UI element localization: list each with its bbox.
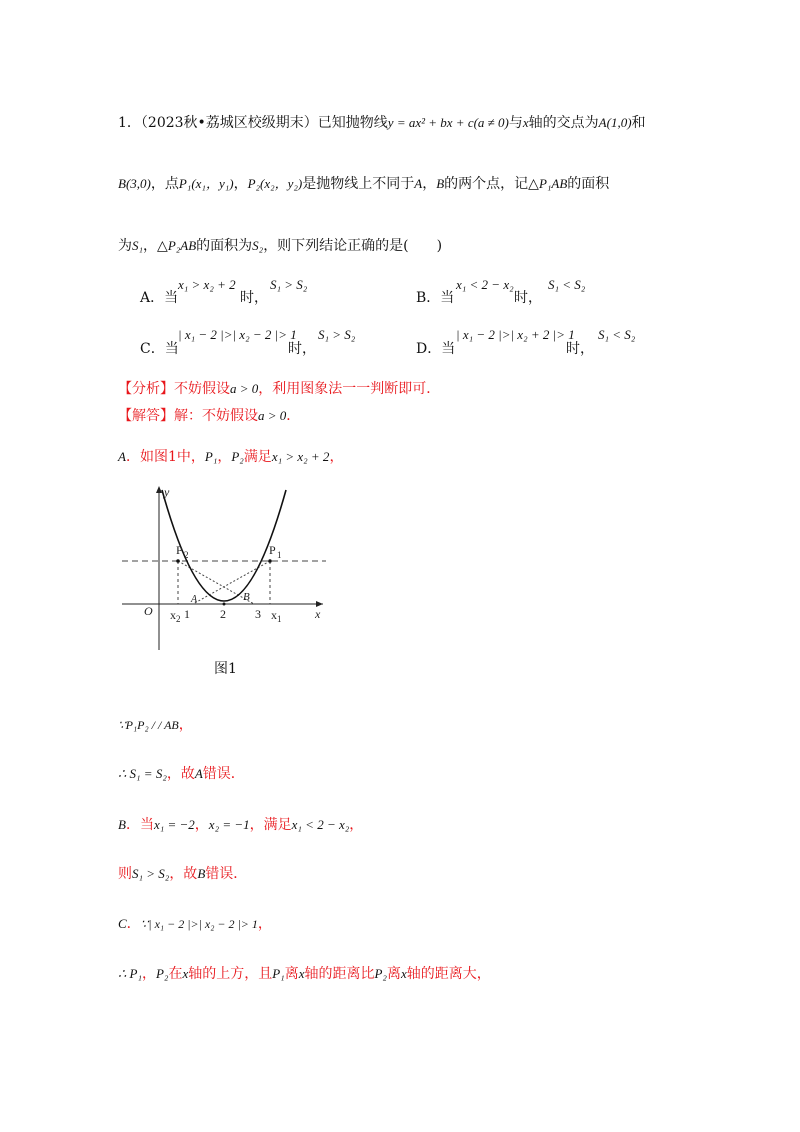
- option-b-time: 时，: [514, 290, 542, 306]
- step-math: P₁: [272, 966, 285, 981]
- option-b-label: B．当: [416, 290, 455, 306]
- step-text: ，故: [166, 766, 195, 782]
- solution-tag: 【解答】: [118, 408, 174, 424]
- analysis-math: a > 0: [230, 381, 259, 396]
- math-s1: S₁: [132, 238, 144, 253]
- p2-label-sub: 2: [184, 550, 189, 560]
- p1-label-sub: 1: [277, 550, 282, 560]
- step-math: B: [197, 866, 206, 881]
- option-c-cond: | x₁ − 2 |>| x₂ − 2 |> 1: [178, 327, 297, 342]
- solution-text: 解：不妨假设: [174, 408, 258, 424]
- problem-text: 轴的交点为: [528, 115, 599, 131]
- math-p2: P₂: [231, 449, 244, 464]
- a-label: A: [191, 594, 198, 605]
- x2-tick-sub: 2: [176, 614, 181, 624]
- p1-label: P: [269, 543, 276, 557]
- step-text: 离: [386, 966, 401, 982]
- step-text: ，: [178, 717, 193, 733]
- y-axis-arrow: [156, 486, 162, 493]
- option-d-label: D．当: [416, 341, 456, 357]
- step-parallel: [118, 715, 193, 735]
- b-label: B: [243, 591, 250, 603]
- step-text: ，: [141, 966, 156, 982]
- problem-text: 的面积为: [196, 238, 253, 254]
- math-point-b: B(3,0): [118, 176, 151, 191]
- step-math: P₂: [374, 966, 387, 981]
- step-text: 轴的上方，且: [188, 966, 273, 982]
- y-axis-label: y: [164, 485, 170, 499]
- math-p2: P₂(x₂，y₂): [247, 176, 303, 191]
- x1-tick-label: x: [271, 608, 277, 622]
- step-text: 则: [118, 866, 132, 882]
- problem-text: ，: [233, 176, 248, 192]
- step-math: ∵P₁P₂ / / AB: [118, 718, 179, 732]
- problem-text: ，△: [143, 238, 168, 254]
- step-equal-area: [118, 764, 245, 784]
- step-text: 满足: [243, 449, 272, 465]
- problem-line-1: [118, 113, 646, 133]
- parabola-figure: [118, 482, 328, 652]
- math-s2: S₂: [252, 238, 264, 253]
- step-math: x₂ = −1: [208, 817, 250, 832]
- math-b: B: [436, 176, 445, 191]
- step-math: x: [298, 966, 305, 981]
- option-d-result: S₁ < S₂: [598, 327, 636, 342]
- step-math: x₁ < 2 − x₂: [291, 817, 350, 832]
- analysis-line: [118, 379, 440, 399]
- vertex-tick: [223, 603, 226, 606]
- step-c-reason: [118, 964, 491, 984]
- math-p1: P₁(x₁，y₁): [178, 176, 234, 191]
- step-text: 错误．: [205, 866, 248, 882]
- x-axis-label: x: [315, 607, 321, 621]
- step-text: 轴的距离大，: [406, 966, 491, 982]
- step-math: x₁ = −2: [153, 817, 195, 832]
- analysis-text: ，利用图象法一一判断即可．: [258, 381, 441, 397]
- step-text: 离: [284, 966, 299, 982]
- problem-text: 为: [118, 238, 132, 254]
- option-d-time: 时，: [566, 341, 594, 357]
- step-text: ．如图1中，: [125, 449, 205, 465]
- math-p1ab: P₁AB: [538, 176, 568, 191]
- problem-text: 的面积: [567, 176, 610, 192]
- step-text: ，: [194, 817, 209, 833]
- step-math: x₁ > x₂ + 2: [271, 449, 330, 464]
- problem-text: 是抛物线上不同于: [302, 176, 415, 192]
- option-d-cond: | x₁ − 2 |>| x₂ + 2 |> 1: [456, 327, 575, 342]
- solution-text: ．: [286, 408, 301, 424]
- analysis-tag: 【分析】: [118, 381, 174, 397]
- analysis-text: 不妨假设: [174, 381, 230, 397]
- math-p1: P₁: [204, 449, 218, 464]
- step-text: ．: [126, 916, 141, 932]
- problem-text: 与: [508, 115, 523, 131]
- step-b-label: B: [118, 817, 126, 832]
- step-math: ∴ P₁: [118, 966, 142, 981]
- step-b-line: [118, 815, 363, 835]
- step-b-result: [118, 864, 247, 884]
- step-math: ∴ S₁ = S₂: [118, 766, 167, 781]
- solution-math: a > 0: [258, 408, 287, 423]
- x2-tick-label: x: [170, 608, 176, 622]
- math-point-a: A(1,0): [598, 115, 632, 130]
- step-text: ，满足: [249, 817, 292, 833]
- step-c-label: C: [118, 916, 127, 931]
- option-a-cond: x₁ > x₂ + 2: [178, 277, 236, 292]
- solution-line: [118, 406, 300, 426]
- option-c-result: S₁ > S₂: [318, 327, 356, 342]
- option-a-label: A．当: [140, 290, 179, 306]
- step-math: P₂: [155, 966, 169, 981]
- step-text: ，: [217, 449, 232, 465]
- step-text: ，: [257, 916, 272, 932]
- math-a: A: [414, 176, 423, 191]
- step-text: ，: [349, 817, 364, 833]
- step-text: ，: [329, 449, 344, 465]
- tick-3: 3: [255, 607, 261, 621]
- option-c-label: C．当: [140, 341, 179, 357]
- step-text: 轴的距离比: [304, 966, 375, 982]
- step-a-line: [118, 447, 343, 467]
- option-a-time: 时，: [240, 290, 268, 306]
- step-math: x: [400, 966, 407, 981]
- step-text: 在: [168, 966, 183, 982]
- math-p2ab: P₂AB: [167, 238, 197, 253]
- problem-text: ，则下列结论正确的是( ): [263, 238, 443, 254]
- figure-caption: 图1: [214, 661, 237, 677]
- tick-1: 1: [184, 607, 190, 621]
- tick-2: 2: [220, 607, 226, 621]
- step-a-label: A: [118, 449, 126, 464]
- problem-text: ，: [422, 176, 437, 192]
- problem-text: ，点: [150, 176, 179, 192]
- p2-point: [176, 559, 180, 563]
- problem-line-3: [118, 236, 442, 256]
- step-text: ，故: [169, 866, 198, 882]
- origin-label: O: [144, 604, 153, 618]
- p1-point: [268, 559, 272, 563]
- step-math: ∵| x₁ − 2 |>| x₂ − 2 |> 1: [140, 917, 258, 931]
- p2-label: P: [176, 543, 183, 557]
- option-b-cond: x₁ < 2 − x₂: [456, 277, 514, 292]
- step-text: ．当: [125, 817, 154, 833]
- x1-tick-sub: 1: [277, 614, 282, 624]
- problem-text: 的两个点，记△: [444, 176, 539, 192]
- step-c-line: [118, 914, 272, 934]
- step-math: x: [182, 966, 189, 981]
- option-c-time: 时，: [288, 341, 316, 357]
- option-b-result: S₁ < S₂: [548, 277, 586, 292]
- problem-text: 1．（2023秋•荔城区校级期末）已知抛物线: [118, 115, 388, 131]
- option-a-result: S₁ > S₂: [270, 277, 308, 292]
- problem-text: 和: [631, 115, 646, 131]
- step-math: S₁ > S₂: [132, 866, 170, 881]
- math-parabola: y = ax² + bx + c(a ≠ 0): [387, 115, 509, 130]
- problem-line-2: [118, 174, 609, 194]
- step-text: 错误．: [202, 766, 245, 782]
- math-x: x: [522, 115, 529, 130]
- step-math: A: [194, 766, 203, 781]
